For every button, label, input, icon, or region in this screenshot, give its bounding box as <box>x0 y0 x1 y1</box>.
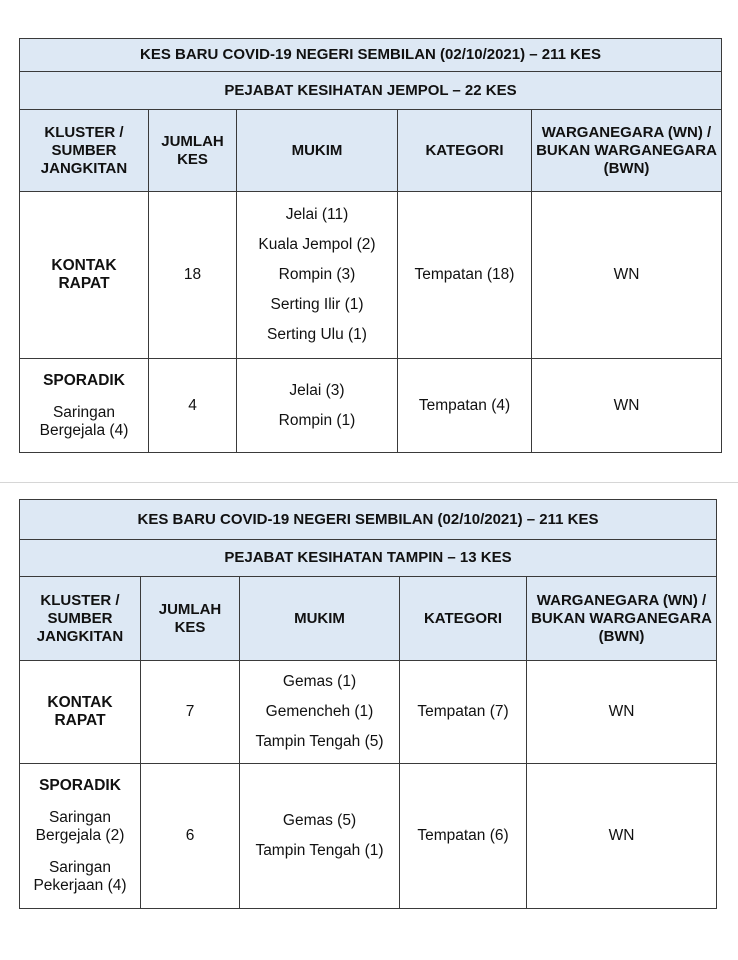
mukim-list <box>241 200 393 350</box>
mukim-cell <box>237 192 398 359</box>
table-row <box>20 359 722 453</box>
office-row <box>20 540 717 577</box>
table-title-row <box>20 500 717 540</box>
source-cell: KONTAK RAPAT <box>20 192 149 359</box>
count-cell: 18 <box>149 192 237 359</box>
citizenship-cell: WN <box>532 192 722 359</box>
header-count: JUMLAH KES <box>149 110 237 192</box>
source-detail: Saringan Pekerjaan (4) <box>33 859 127 894</box>
table-row <box>20 192 722 359</box>
count-cell: 7 <box>141 661 240 764</box>
category-cell: Tempatan (18) <box>398 192 532 359</box>
table-row <box>20 661 717 764</box>
mukim-item: Rompin (3) <box>278 266 356 283</box>
mukim-item: Gemencheh (1) <box>265 703 374 720</box>
header-mukim: MUKIM <box>240 577 400 661</box>
source-cell <box>20 764 141 909</box>
mukim-item: Serting Ulu (1) <box>267 326 367 343</box>
citizenship-cell: WN <box>532 359 722 453</box>
mukim-item: Tampin Tengah (1) <box>255 842 384 859</box>
mukim-item: Kuala Jempol (2) <box>258 236 376 253</box>
header-count: JUMLAH KES <box>141 577 240 661</box>
category-cell: Tempatan (7) <box>400 661 527 764</box>
citizenship-cell: WN <box>527 661 717 764</box>
header-category: KATEGORI <box>398 110 532 192</box>
source-cell: KONTAK RAPAT <box>20 661 141 764</box>
count-cell: 4 <box>149 359 237 453</box>
mukim-item: Serting Ilir (1) <box>270 296 364 313</box>
source-title: SPORADIK <box>43 371 125 389</box>
mukim-list <box>241 376 393 436</box>
header-citizenship: WARGANEGARA (WN) / BUKAN WARGANEGARA (BWN) <box>527 577 717 661</box>
header-category: KATEGORI <box>400 577 527 661</box>
office-title: PEJABAT KESIHATAN JEMPOL – 22 KES <box>20 72 722 110</box>
header-citizenship: WARGANEGARA (WN) / BUKAN WARGANEGARA (BWN) <box>532 110 722 192</box>
mukim-item: Gemas (1) <box>282 673 357 690</box>
office-title: PEJABAT KESIHATAN TAMPIN – 13 KES <box>20 540 717 577</box>
source-cell <box>20 359 149 453</box>
count-cell: 6 <box>141 764 240 909</box>
header-source: KLUSTER / SUMBER JANGKITAN <box>20 577 141 661</box>
mukim-item: Jelai (11) <box>285 206 349 223</box>
column-header-row <box>20 577 717 661</box>
table-title-row <box>20 39 722 72</box>
jempol-cases-table <box>19 38 722 453</box>
mukim-cell <box>240 764 400 909</box>
mukim-item: Jelai (3) <box>289 381 345 399</box>
column-header-row <box>20 110 722 192</box>
category-cell: Tempatan (6) <box>400 764 527 909</box>
table-row <box>20 764 717 909</box>
header-source: KLUSTER / SUMBER JANGKITAN <box>20 110 149 192</box>
tampin-cases-table <box>19 499 717 909</box>
source-detail: Saringan Bergejala (4) <box>39 403 129 439</box>
mukim-item: Tampin Tengah (5) <box>255 733 384 750</box>
mukim-list <box>244 806 395 866</box>
mukim-item: Gemas (5) <box>282 812 357 829</box>
table-title: KES BARU COVID-19 NEGERI SEMBILAN (02/10/2021) – 211 KES <box>20 39 722 72</box>
header-mukim: MUKIM <box>237 110 398 192</box>
mukim-cell <box>240 661 400 764</box>
source-title: SPORADIK <box>39 777 121 794</box>
office-row <box>20 72 722 110</box>
mukim-item: Rompin (1) <box>278 411 356 429</box>
table-title: KES BARU COVID-19 NEGERI SEMBILAN (02/10/2021) – 211 KES <box>20 500 717 540</box>
category-cell: Tempatan (4) <box>398 359 532 453</box>
source-detail: Saringan Bergejala (2) <box>35 809 125 844</box>
page-divider <box>0 482 738 483</box>
mukim-list <box>244 667 395 757</box>
citizenship-cell: WN <box>527 764 717 909</box>
mukim-cell <box>237 359 398 453</box>
